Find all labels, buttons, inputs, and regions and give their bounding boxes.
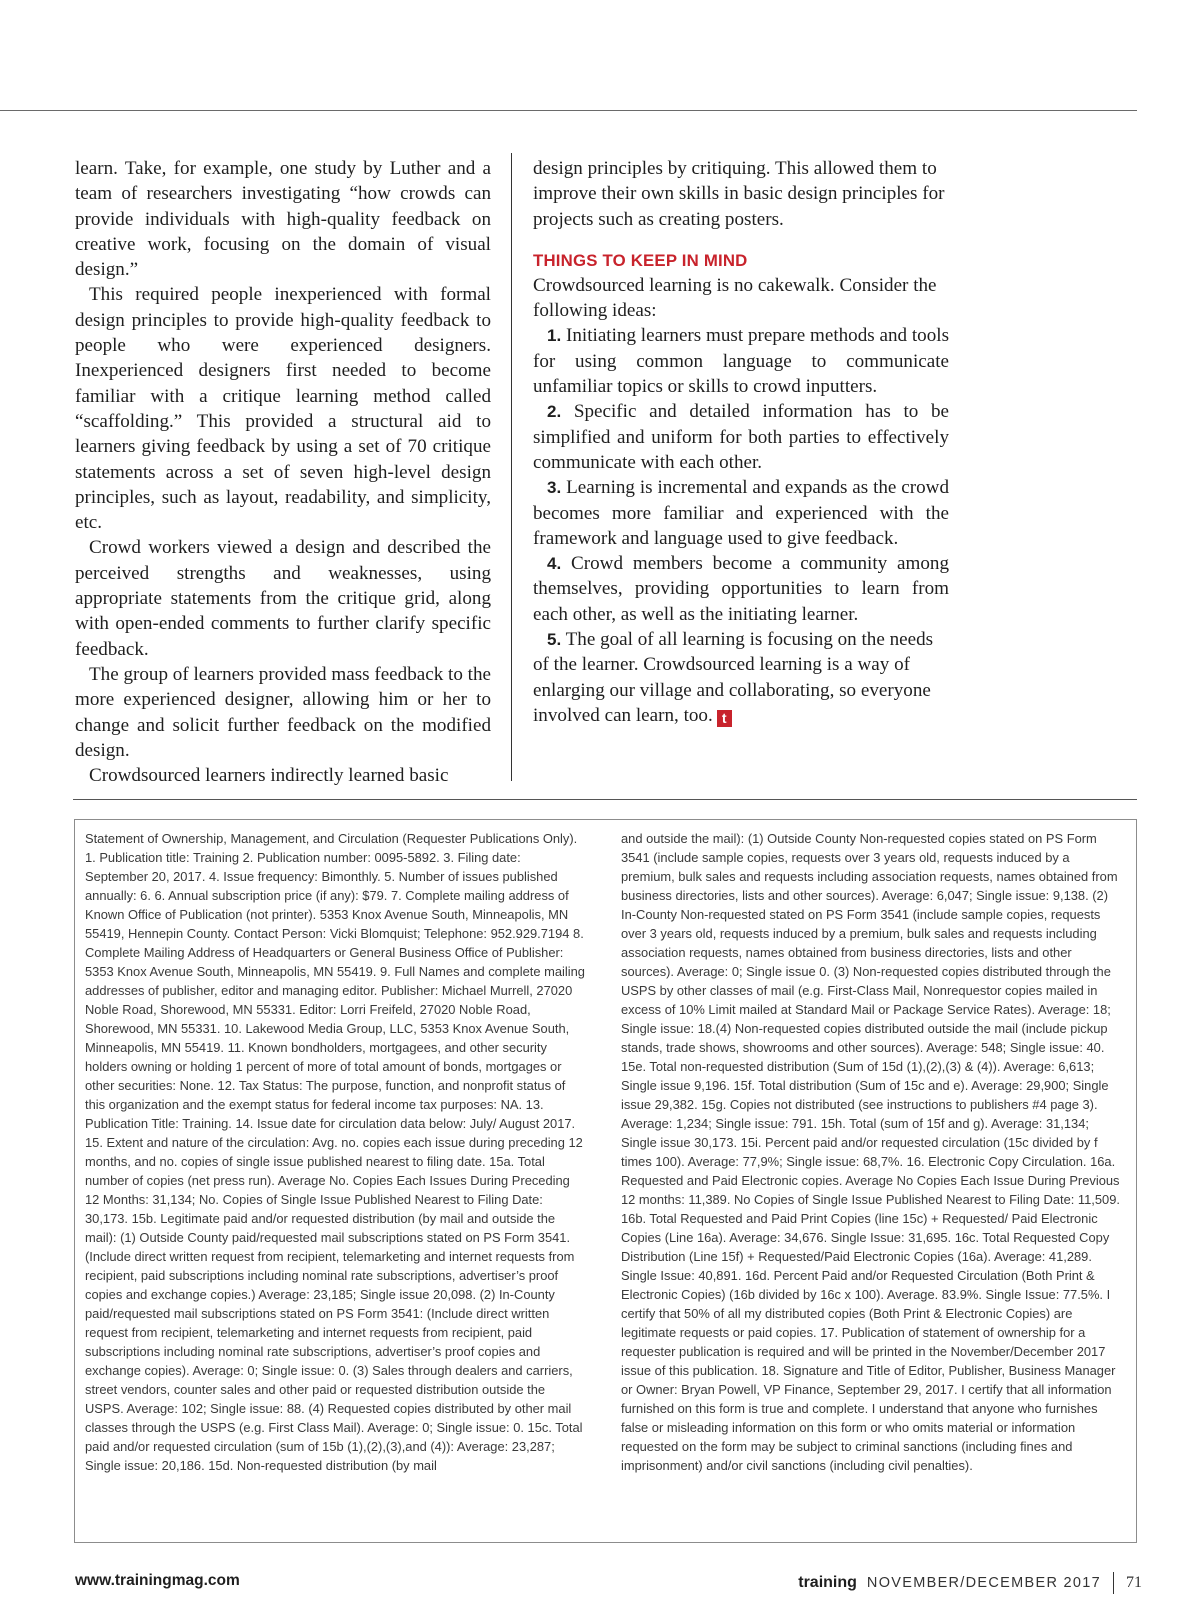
list-number: 2. (547, 402, 562, 422)
section-heading: THINGS TO KEEP IN MIND (533, 250, 748, 270)
list-item (533, 323, 949, 399)
list-text: Crowd members become a community among themselves, providing opportunities to learn from each other, as well as the initiating learner. (533, 553, 949, 625)
list-item (533, 399, 949, 475)
list-number: 1. (547, 326, 562, 346)
list-number: 3. (547, 478, 562, 498)
footer-divider (1113, 1572, 1114, 1594)
article-left-column (75, 156, 491, 788)
paragraph: The group of learners provided mass feedback to the more experienced designer, allowing him or her to change and solicit further feedback on the modified design. (75, 663, 491, 761)
list-item (533, 475, 949, 551)
list-text: Initiating learners must prepare methods and tools for using common language to communicate unfamiliar topics or skills to crowd inputters. (533, 325, 949, 398)
footer-url[interactable]: www.trainingmag.com (75, 1572, 240, 1589)
footer-brand: training (798, 1574, 857, 1591)
section-rule (73, 799, 1137, 800)
page-number: 71 (1126, 1574, 1142, 1591)
list-number: 4. (547, 554, 562, 574)
paragraph: This required people inexperienced with formal design principles to provide high-quality feedback to people who were experienced designers. Inexperienced designers first needed to become familiar with a critique learning method called “scaffolding.” This provided a structural aid to learners giving feedback by using a set of 70 critique statements across a set of seven high-level design principles, such as layout, readability, and simplicity, etc. (75, 284, 491, 534)
list-item (533, 551, 949, 627)
footer-folio (798, 1572, 1142, 1594)
list-item (533, 627, 949, 728)
top-rule (0, 110, 1137, 111)
column-divider (511, 153, 512, 781)
list-text: The goal of all learning is focusing on the needs of the learner. Crowdsourced learning is a way of enlarging our village and collaborating, so everyone involved can learn, too. (533, 629, 934, 726)
paragraph: Crowdsourced learning is no cakewalk. Consider the following ideas: (533, 274, 937, 322)
list-text: Learning is incremental and expands as the crowd becomes more familiar and experienced with the framework and language used to give feedback. (533, 477, 949, 549)
article-right-column (533, 156, 949, 728)
list-number: 5. (547, 630, 562, 650)
statement-right-column (621, 829, 1121, 1475)
paragraph: learn. Take, for example, one study by Luther and a team of researchers investigating “how crowds can provide individuals with high-quality feedback on creative work, focusing on the domain of visual design.” (75, 158, 491, 281)
statement-text: Statement of Ownership, Management, and Circulation (Requester Publications Only). 1. Publication title: Training 2. Publication number: 0095-5892. 3. Filing date: September 20, 2017. 4. Issue frequency: Bimonthly. 5. Number of issues published annually: 6. 6. Annual subscription price (if any): $79. 7. Complete mailing address of Known Office of Publication (not printer). 5353 Knox Avenue South, Minneapolis, MN 55419, Hennepin County. Contact Person: Vicki Blomquist; Telephone: 952.929.7194 8. Complete Mailing Address of Headquarters or General Business Office of Publisher: 5353 Knox Avenue South, Minneapolis, MN 55419. 9. Full Names and complete mailing addresses of publisher, editor and managing editor. Publisher: Michael Murrell, 27020 Noble Road, Shorewood, MN 55331. Editor: Lorri Freifeld, 27020 Noble Road, Shorewood, MN 55331. 10. Lakewood Media Group, LLC, 5353 Knox Avenue South, Minneapolis, MN 55419. 11. Known bondholders, mortgagees, and other security holders owning or holding 1 percent of more of total amount of bonds, mortgages or other securities: None. 12. Tax Status: The purpose, function, and nonprofit status of this organization and the exempt status for federal income tax purposes: NA. 13. Publication Title: Training. 14. Issue date for circulation data below: July/ August 2017. 15. Extent and nature of the circulation: Avg. no. copies each issue during preceding 12 months, and no. copies of single issue published nearest to filing date. 15a. Total number of copies (net press run). Average No. Copies Each Issues During Preceding 12 Months: 31,134; No. Copies of Single Issue Published Nearest to Filing Date: 30,173. 15b. Legitimate paid and/or requested distribution (by mail and outside the mail): (1) Outside County paid/requested mail subscriptions stated on PS Form 3541. (Include direct written request from recipient, telemarketing and internet requests from recipient, paid subscriptions including nominal rate subscriptions, advertiser’s proof copies and exchange copies.) Average: 23,185; Single issue 20,098. (2) In-County paid/requested mail subscriptions stated on PS Form 3541: (Include direct written request from recipient, telemarketing and internet requests from recipient, paid subscriptions including nominal rate subscriptions, advertiser’s proof copies and exchange copies). Average: 0; Single issue: 0. (3) Sales through dealers and carriers, street vendors, counter sales and other paid or requested distribution outside the USPS. Average: 102; Single issue: 88. (4) Requested copies distributed by other mail classes through the USPS (e.g. First Class Mail). Average: 0; Single issue: 0. 15c. Total paid and/or requested circulation (sum of 15b (1),(2),(3),and (4)): Average: 23,287; Single issue: 20,186. 15d. Non-requested distribution (by mail (85, 831, 585, 1473)
paragraph: Crowdsourced learners indirectly learned basic (89, 765, 449, 787)
end-mark-icon: t (717, 710, 732, 727)
paragraph: design principles by critiquing. This allowed them to improve their own skills in basic design principles for projects such as creating posters. (533, 158, 945, 230)
paragraph: Crowd workers viewed a design and described the perceived strengths and weaknesses, using appropriate statements from the critique grid, along with open-ended comments to further clarify specific feedback. (75, 537, 491, 660)
statement-left-column (85, 829, 585, 1475)
ownership-statement-box (74, 819, 1137, 1543)
statement-text: and outside the mail): (1) Outside County Non-requested copies stated on PS Form 3541 (include sample copies, requests over 3 years old, requests induced by a premium, bulk sales and requests including association requests, names obtained from business directories, lists and other sources). Average: 6,047; Single issue: 9,138. (2) In-County Non-requested stated on PS Form 3541 (include sample copies, requests over 3 years old, requests induced by a premium, bulk sales and requests including association requests, names obtained from business directories, lists and other sources). Average: 0; Single issue 0. (3) Non-requested copies distributed through the USPS by other classes of mail (e.g. First-Class Mail, Nonrequestor copies mailed in excess of 10% Limit mailed at Standard Mail or Package Service Rates). Average: 18; Single issue: 18.(4) Non-requested copies distributed outside the mail (include pickup stands, trade shows, showrooms and other sources). Average: 548; Single issue: 40. 15e. Total non-requested distribution (Sum of 15d (1),(2),(3) & (4)). Average: 6,613; Single issue 9,196. 15f. Total distribution (Sum of 15c and e). Average: 29,900; Single issue 29,382. 15g. Copies not distributed (see instructions to publishers #4 page 3). Average: 1,234; Single issue: 791. 15h. Total (sum of 15f and g). Average: 31,134; Single issue 30,173. 15i. Percent paid and/or requested circulation (15c divided by f times 100). Average: 77,9%; Single issue: 68,7%. 16. Electronic Copy Circulation. 16a. Requested and Paid Electronic copies. Average No Copies Each Issue During Previous 12 months: 11,389. No Copies of Single Issue Published Nearest to Filing Date: 11,509. 16b. Total Requested and Paid Print Copies (line 15c) + Requested/ Paid Electronic Copies (Line 16a). Average: 34,676. Single Issue: 31,695. 16c. Total Requested Copy Distribution (Line 15f) + Requested/Paid Electronic Copies (16a). Average: 41,289. Single Issue: 40,891. 16d. Percent Paid and/or Requested Circulation (Both Print & Electronic Copies) (16b divided by 16c x 100). Average. 83.9%. Single Issue: 77.5%. I certify that 50% of all my distributed copies (Both Print & Electronic Copies) are legitimate requests or paid copies. 17. Publication of statement of ownership for a requester publication is required and will be printed in the November/December 2017 issue of this publication. 18. Signature and Title of Editor, Publisher, Business Manager or Owner: Bryan Powell, VP Finance, September 29, 2017. I certify that all information furnished on this form is true and complete. I understand that anyone who furnishes false or misleading information on this form or who omits material or information requested on the form may be subject to criminal sanctions (including fines and imprisonment) and/or civil sanctions (including civil penalties). (621, 831, 1120, 1473)
list-text: Specific and detailed information has to be simplified and uniform for both parties to effectively communicate with each other. (533, 401, 949, 473)
footer-issue-date: NOVEMBER/DECEMBER 2017 (866, 1575, 1101, 1591)
